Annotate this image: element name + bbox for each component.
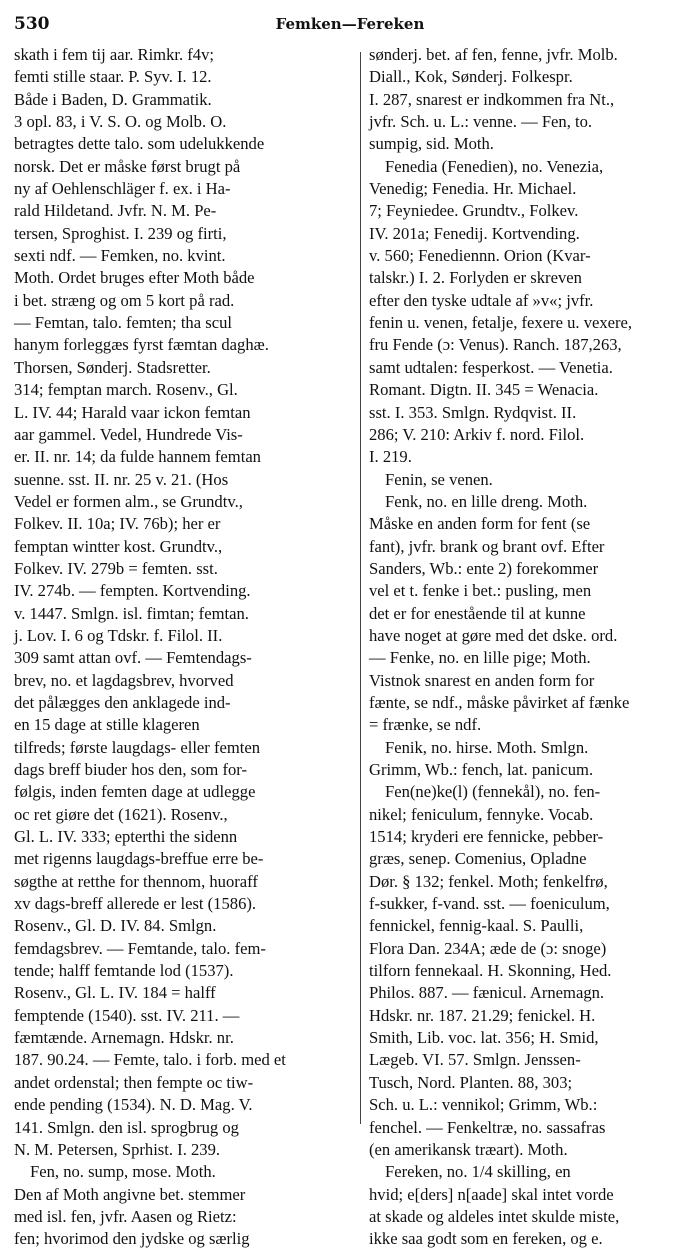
text-line: femti stille staar. P. Syv. I. 12. bbox=[14, 67, 212, 87]
text-line: sst. I. 353. Smlgn. Rydqvist. II. bbox=[369, 402, 577, 422]
text-line: — Femtan, talo. femten; tha scul bbox=[14, 313, 232, 333]
text-line: ny af Oehlenschläger f. ex. i Ha- bbox=[14, 179, 231, 199]
text-line: v. 560; Fenediennn. Orion (Kvar- bbox=[369, 246, 591, 266]
text-line: norsk. Det er måske først brugt på bbox=[14, 156, 241, 176]
text-line: er. II. nr. 14; da fulde hannem femtan bbox=[14, 447, 261, 467]
text-line: Fen(ne)ke(l) (fennekål), no. fen- bbox=[385, 782, 601, 802]
text-line: efter den tyske udtale af »v«; jvfr. bbox=[369, 290, 594, 310]
text-line: tilfreds; første laugdags- eller femten bbox=[14, 737, 261, 757]
text-line: hanym forleggæs fyrst fæmtan daghæ. bbox=[14, 335, 269, 355]
text-line: Sanders, Wb.: ente 2) forekommer bbox=[369, 558, 599, 578]
text-line: Flora Dan. 234A; æde de (ɔ: snoge) bbox=[369, 938, 607, 958]
text-line: Rosenv., Gl. L. IV. 184 = halff bbox=[14, 983, 216, 1003]
text-line: Rosenv., Gl. D. IV. 84. Smlgn. bbox=[14, 916, 217, 936]
text-line: Diall., Kok, Sønderj. Folkespr. bbox=[369, 67, 573, 87]
text-line: Sch. u. L.: vennikol; Grimm, Wb.: bbox=[369, 1095, 598, 1115]
text-line: at skade og aldeles intet skulde miste, bbox=[369, 1206, 620, 1226]
page-header bbox=[14, 6, 686, 42]
text-line: Hdskr. nr. 187. 21.29; fenickel. H. bbox=[369, 1005, 596, 1025]
text-line: en 15 dage at stille klageren bbox=[14, 715, 200, 735]
text-line: 286; V. 210: Arkiv f. nord. Filol. bbox=[369, 424, 585, 444]
text-line: tilforn fennekaal. H. Skonning, Hed. bbox=[369, 961, 612, 981]
text-line: Fereken, no. 1/4 skilling, en bbox=[385, 1162, 571, 1182]
text-line: Lægeb. VI. 57. Smlgn. Jenssen- bbox=[369, 1050, 581, 1070]
text-line: Venedig; Fenedia. Hr. Michael. bbox=[369, 179, 577, 199]
text-line: betragtes dette talo. som udelukkende bbox=[14, 134, 265, 154]
text-line: Smith, Lib. voc. lat. 356; H. Smid, bbox=[369, 1028, 599, 1048]
text-line: xv dags-breff allerede er lest (1586). bbox=[14, 894, 257, 914]
text-line: IV. 201a; Fenedij. Kortvending. bbox=[369, 223, 580, 243]
text-line: ikke saa godt som en fereken, og e. bbox=[369, 1229, 603, 1249]
text-line: jvfr. Sch. u. L.: venne. — Fen, to. bbox=[369, 112, 593, 132]
text-line: sexti ndf. — Femken, no. kvint. bbox=[14, 246, 226, 266]
text-line: (en amerikansk træart). Moth. bbox=[369, 1139, 568, 1159]
text-line: vel et t. fenke i bet.: pusling, men bbox=[369, 581, 592, 601]
text-line: Folkev. II. 10a; IV. 76b); her er bbox=[14, 514, 221, 534]
text-line: brev, no. et lagdagsbrev, hvorved bbox=[14, 670, 234, 690]
text-line: I. 219. bbox=[369, 447, 412, 467]
text-line: andet ordenstal; then fempte oc tiw- bbox=[14, 1072, 254, 1092]
text-line: aar gammel. Vedel, Hundrede Vis- bbox=[14, 424, 243, 444]
text-line: Folkev. IV. 279b = femten. sst. bbox=[14, 558, 218, 578]
text-line: Måske en anden form for fent (se bbox=[369, 514, 591, 534]
page-number: 530 bbox=[14, 14, 50, 34]
text-line: Både i Baden, D. Grammatik. bbox=[14, 89, 212, 109]
text-line: det er for enestående til at kunne bbox=[369, 603, 586, 623]
text-line: talskr.) I. 2. Forlyden er skreven bbox=[369, 268, 582, 288]
text-line: f-sukker, f-vand. sst. — foeniculum, bbox=[369, 894, 610, 914]
text-line: 1514; kryderi ere fennicke, pebber- bbox=[369, 827, 604, 847]
left-column bbox=[14, 44, 352, 1249]
text-line: i bet. stræng og om 5 kort på rad. bbox=[14, 290, 235, 310]
text-line: fenin u. venen, fetalje, fexere u. vexere, bbox=[369, 313, 633, 333]
text-line: — Fenke, no. en lille pige; Moth. bbox=[369, 648, 591, 668]
text-line: femdagsbrev. — Femtande, talo. fem- bbox=[14, 938, 266, 958]
text-line: fen; hvorimod den jydske og særlig bbox=[14, 1229, 250, 1249]
text-line: j. Lov. I. 6 og Tdskr. f. Filol. II. bbox=[14, 625, 223, 645]
text-line: sønderj. bet. af fen, fenne, jvfr. Molb. bbox=[369, 45, 618, 64]
text-line: det pålægges den anklagede ind- bbox=[14, 692, 231, 712]
running-head: Femken—Fereken bbox=[275, 15, 425, 33]
text-line: v. 1447. Smlgn. isl. fimtan; femtan. bbox=[14, 603, 249, 623]
text-line: Romant. Digtn. II. 345 = Wenacia. bbox=[369, 380, 599, 400]
text-line: 187. 90.24. — Femte, talo. i forb. med et bbox=[14, 1050, 286, 1070]
text-line: IV. 274b. — fempten. Kortvending. bbox=[14, 581, 251, 601]
text-line: L. IV. 44; Harald vaar ickon femtan bbox=[14, 402, 251, 422]
text-line: græs, senep. Comenius, Opladne bbox=[369, 849, 587, 869]
text-line: Vedel er formen alm., se Grundtv., bbox=[14, 491, 243, 511]
text-line: Tusch, Nord. Planten. 88, 303; bbox=[369, 1072, 573, 1092]
text-line: tersen, Sproghist. I. 239 og firti, bbox=[14, 223, 227, 243]
text-line: femptan wintter kost. Grundtv., bbox=[14, 536, 223, 556]
text-line: Vistnok snarest en anden form for bbox=[369, 670, 595, 690]
text-line: Grimm, Wb.: fench, lat. panicum. bbox=[369, 760, 594, 779]
text-line: søgthe at retthe for thennom, huoraff bbox=[14, 871, 258, 891]
text-line: 309 samt attan ovf. — Femtendags- bbox=[14, 648, 252, 668]
text-line: hvid; e[ders] n[aade] skal intet vorde bbox=[369, 1184, 614, 1204]
text-line: have noget at gøre med det dske. ord. bbox=[369, 625, 618, 645]
right-column bbox=[369, 44, 691, 1249]
text-line: fant), jvfr. brank og brant ovf. Efter bbox=[369, 536, 605, 556]
text-line: nikel; feniculum, fennyke. Vocab. bbox=[369, 804, 594, 824]
text-line: Fenedia (Fenedien), no. Venezia, bbox=[385, 156, 604, 176]
text-line: fænte, se ndf., måske påvirket af fænke bbox=[369, 692, 630, 712]
text-line: 3 opl. 83, i V. S. O. og Molb. O. bbox=[14, 112, 227, 132]
text-line: 314; femptan march. Rosenv., Gl. bbox=[14, 380, 238, 400]
text-line: met rigenns laugdags-breffue erre be- bbox=[14, 849, 264, 869]
text-line: 141. Smlgn. den isl. sprogbrug og bbox=[14, 1117, 239, 1137]
text-line: I. 287, snarest er indkommen fra Nt., bbox=[369, 89, 615, 109]
text-line: femptende (1540). sst. IV. 211. — bbox=[14, 1005, 240, 1025]
text-line: oc ret giøre det (1621). Rosenv., bbox=[14, 804, 228, 824]
text-line: suenne. sst. II. nr. 25 v. 21. (Hos bbox=[14, 469, 229, 489]
text-line: sumpig, sid. Moth. bbox=[369, 134, 494, 154]
column-divider bbox=[360, 52, 361, 1124]
text-line: Moth. Ordet bruges efter Moth både bbox=[14, 268, 255, 288]
text-line: = frænke, se ndf. bbox=[369, 715, 482, 735]
text-line: Fenik, no. hirse. Moth. Smlgn. bbox=[385, 737, 589, 757]
text-line: 7; Feyniedee. Grundtv., Folkev. bbox=[369, 201, 579, 221]
text-line: skath i fem tij aar. Rimkr. f4v; bbox=[14, 45, 215, 64]
text-line: Fenk, no. en lille dreng. Moth. bbox=[385, 491, 588, 511]
text-line: Thorsen, Sønderj. Stadsretter. bbox=[14, 357, 211, 377]
text-line: ende pending (1534). N. D. Mag. V. bbox=[14, 1095, 253, 1115]
text-line: fæmtænde. Arnemagn. Hdskr. nr. bbox=[14, 1028, 234, 1048]
text-line: med isl. fen, jvfr. Aasen og Rietz: bbox=[14, 1206, 237, 1226]
text-line: dags breff biuder hos den, som for- bbox=[14, 760, 248, 779]
text-line: fenchel. — Fenkeltræ, no. sassafras bbox=[369, 1117, 606, 1137]
text-line: Dør. § 132; fenkel. Moth; fenkelfrø, bbox=[369, 871, 608, 891]
text-line: følgis, inden femten dage at udlegge bbox=[14, 782, 256, 802]
text-line: fennickel, fennig-kaal. S. Paulli, bbox=[369, 916, 584, 936]
text-line: rald Hildetand. Jvfr. N. M. Pe- bbox=[14, 201, 217, 221]
text-line: Gl. L. IV. 333; epterthi the sidenn bbox=[14, 827, 238, 847]
text-line: N. M. Petersen, Sprhist. I. 239. bbox=[14, 1139, 221, 1159]
text-line: Fen, no. sump, mose. Moth. bbox=[30, 1162, 216, 1182]
text-line: Philos. 887. — fænicul. Arnemagn. bbox=[369, 983, 605, 1003]
text-line: samt udtalen: fesperkost. — Venetia. bbox=[369, 357, 613, 377]
text-line: Fenin, se venen. bbox=[385, 469, 493, 489]
text-line: Den af Moth angivne bet. stemmer bbox=[14, 1184, 246, 1204]
text-line: fru Fende (ɔ: Venus). Ranch. 187,263, bbox=[369, 335, 622, 355]
text-line: tende; halff femtande lod (1537). bbox=[14, 961, 234, 981]
